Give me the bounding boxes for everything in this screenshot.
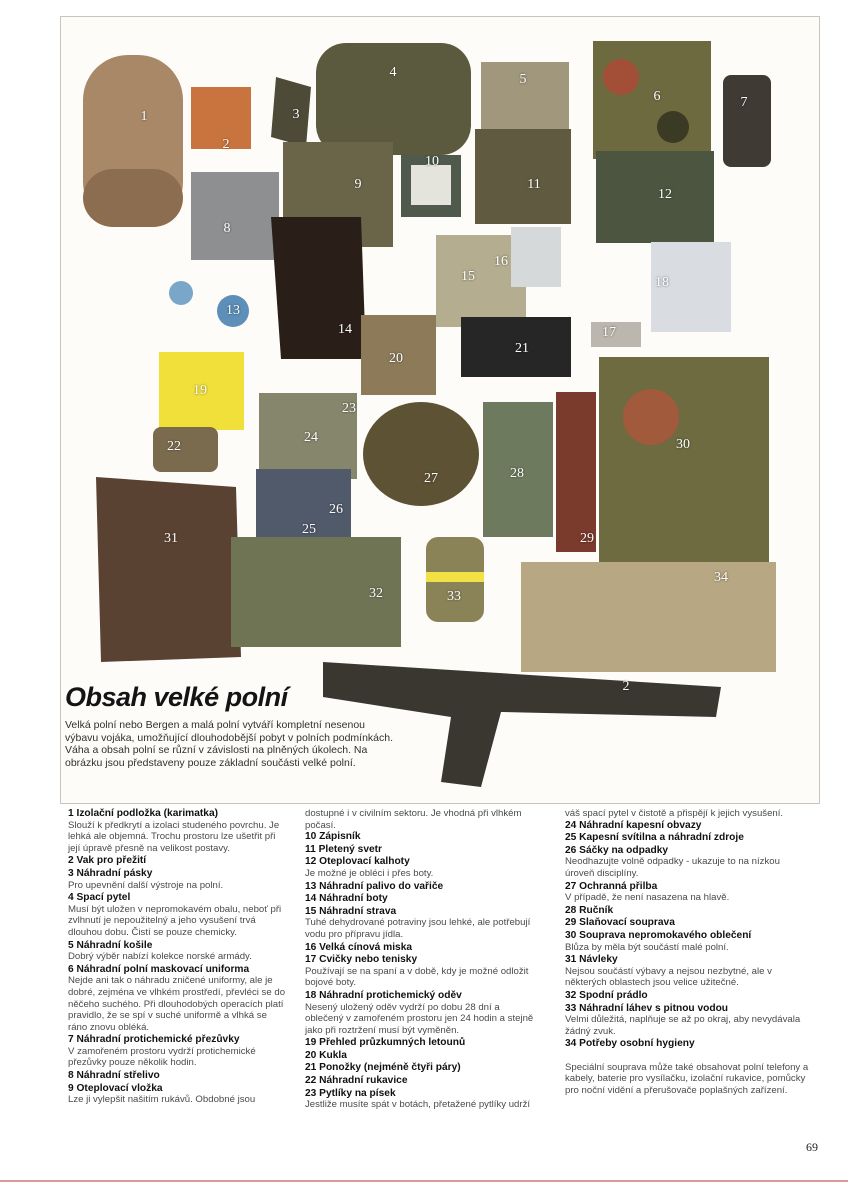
photo-label-17: 17 <box>602 325 616 340</box>
item-trousers <box>596 151 714 243</box>
photo-label-28: 28 <box>510 466 524 481</box>
entry-13 <box>305 881 535 893</box>
entry-15 <box>305 906 535 941</box>
photo-label-2b: 2 <box>622 679 630 694</box>
entry-title: 6 Náhradní polní maskovací uniforma <box>68 963 250 975</box>
entry-desc: Nejde ani tak o náhradu zničené uniformy, ale je dobré, zejména ve vlhkém prostředí, převléci se do něčeho suchého. Při dlouhodobých operacích platí pravidlo, že se spí v suché uniformě a vlhká se ráno znovu obléká. <box>68 975 286 1033</box>
entry-desc: Neodhazujte volně odpadky - ukazuje to na nízkou úroveň disciplíny. <box>565 856 780 879</box>
entry-desc: Velmi důležitá, naplňuje se až po okraj, aby nevydávala žádný zvuk. <box>565 1014 801 1037</box>
item-abseil-kit <box>556 392 596 552</box>
page-number: 69 <box>806 1140 818 1154</box>
photo-label-9: 9 <box>354 177 362 192</box>
entry-title: 33 Náhradní láhev s pitnou vodou <box>565 1002 729 1014</box>
continued-text: váš spací pytel v čistotě a přispějí k jejich vysušení. <box>565 808 784 819</box>
entry-desc: Používají se na spaní a v době, kdy je možné odložit bojové boty. <box>305 965 529 989</box>
entry-desc: Dobrý výběr nabízí kolekce norské armády. <box>68 951 252 963</box>
entry-desc: Tuhé dehydrované potraviny jsou lehké, ale potřebují vodu pro přípravu jídla. <box>305 917 531 940</box>
photo-label-14: 14 <box>338 322 352 337</box>
item-tin-mug <box>511 227 561 287</box>
item-gloves <box>153 427 218 472</box>
photo-label-3: 3 <box>292 107 300 122</box>
entry-6 <box>68 964 288 1034</box>
entry-10 <box>305 831 535 843</box>
photo-label-20: 20 <box>389 351 403 366</box>
photo-label-23: 23 <box>342 401 356 416</box>
entry-8 <box>68 1070 288 1082</box>
entry-title: 25 Kapesní svítilna a náhradní zdroje <box>565 832 744 844</box>
photo-label-34: 34 <box>714 570 728 585</box>
entry-26 <box>565 845 810 880</box>
column-2 <box>305 808 535 1112</box>
photo-label-8: 8 <box>223 221 231 236</box>
entry-title: 8 Náhradní střelivo <box>68 1070 160 1082</box>
item-sleeping-bag <box>316 43 471 155</box>
entry-16 <box>305 942 535 954</box>
entry-title: 10 Zápisník <box>305 831 361 843</box>
entry-title: 18 Náhradní protichemický oděv <box>305 989 462 1001</box>
intro-paragraph: Velká polní nebo Bergen a malá polní vytváří kompletní nesenou výbavu vojáka, umožňující dlouhodobější pobyt v polních podmínkách. Váha a obsah polní se různí v závislosti na plněných úkolech. Na obrázku jsou představeny pouze základní součásti velké polní. <box>65 719 394 769</box>
item-ammo <box>191 172 279 260</box>
special-kit-note: Speciální souprava může také obsahovat polní telefony a kabely, baterie pro vysílačku, izolační rukavice, pomůcky pro noční vidění a přerušovače poplašných zařízení. <box>565 1061 809 1097</box>
photo-label-10: 10 <box>425 154 439 169</box>
entry-23 <box>305 1088 535 1111</box>
entry-title: 11 Pletený svetr <box>305 843 383 855</box>
photo-label-18: 18 <box>655 275 669 290</box>
photo-label-1: 1 <box>140 109 148 124</box>
photo-label-29: 29 <box>580 531 594 546</box>
entry-title: 31 Návleky <box>565 954 618 966</box>
photo-label-2: 2 <box>222 137 230 152</box>
photo-label-21: 21 <box>515 341 529 356</box>
entry-4 <box>68 892 288 938</box>
entry-28 <box>565 905 810 917</box>
entry-11 <box>305 844 535 856</box>
item-survival-bag <box>191 87 251 149</box>
photo-label-13: 13 <box>226 303 240 318</box>
entry-3 <box>68 868 288 891</box>
photo-label-25: 25 <box>302 522 316 537</box>
entry-desc: V případě, že není nasazena na hlavě. <box>565 892 730 904</box>
item-straps <box>271 77 311 147</box>
photo-label-5: 5 <box>519 72 527 87</box>
photo-label-22: 22 <box>167 439 181 454</box>
photo-label-7: 7 <box>740 95 748 110</box>
entry-title: 16 Velká cínová miska <box>305 941 413 953</box>
entry-title: 26 Sáčky na odpadky <box>565 844 669 856</box>
photo-label-19: 19 <box>193 383 207 398</box>
entry-18 <box>305 990 535 1036</box>
bottom-rule <box>0 1180 848 1182</box>
entry-21 <box>305 1062 535 1074</box>
entry-title: 30 Souprava nepromokavého oblečení <box>565 929 752 941</box>
entry-desc: Blůza by měla být součástí malé polní. <box>565 941 729 953</box>
entry-title: 14 Náhradní boty <box>305 893 388 905</box>
entry-7 <box>68 1034 288 1069</box>
entry-2 <box>68 855 288 867</box>
continued-text: dostupné i v civilním sektoru. Je vhodná při vlhkém počasí. <box>305 808 522 831</box>
entry-title: 1 Izolační podložka (karimatka) <box>68 808 219 819</box>
entry-desc: Slouží k předkrytí a izolaci studeného povrchu. Je lehká ale objemná. Trochu prostoru lze ušetřit při její úpravě přesně na velikost postavy. <box>68 819 280 854</box>
entry-title: 22 Náhradní rukavice <box>305 1075 408 1087</box>
item-hygiene-kit <box>521 562 776 672</box>
item-helmet <box>363 402 479 506</box>
entry-desc: Musí být uložen v nepromokavém obalu, neboť při zvlhnutí je nepoužitelný a jeho vysušení trvá dlouhou dobu. Čistí se pouze chemicky. <box>68 903 282 938</box>
entry-22 <box>305 1075 535 1087</box>
item-trainers <box>591 322 641 347</box>
entry-14 <box>305 893 535 905</box>
entry-34 <box>565 1038 810 1050</box>
photo-label-33: 33 <box>447 589 461 604</box>
photo-label-26: 26 <box>329 502 343 517</box>
entry-title: 19 Přehled průzkumných letounů <box>305 1037 466 1049</box>
entry-title: 5 Náhradní košile <box>68 939 153 951</box>
photo-label-4: 4 <box>389 65 397 80</box>
entry-desc: Je možné je obléci i přes boty. <box>305 867 434 879</box>
entry-24 <box>565 820 810 832</box>
item-overboots <box>723 75 771 167</box>
entry-title: 7 Náhradní protichemické přezůvky <box>68 1034 240 1046</box>
entry-title: 28 Ručník <box>565 904 614 916</box>
entry-title: 9 Oteplovací vložka <box>68 1082 163 1094</box>
item-waterproof-set <box>599 357 769 562</box>
photo-label-12: 12 <box>658 187 672 202</box>
entry-title: 2 Vak pro přežití <box>68 855 147 867</box>
item-camo-uniform <box>593 41 711 159</box>
entry-title: 32 Spodní prádlo <box>565 989 648 1001</box>
entry-9 <box>68 1083 288 1106</box>
entry-title: 34 Potřeby osobní hygieny <box>565 1038 695 1050</box>
entry-desc: Jestliže musíte spát v botách, přetažené pytlíky udrží <box>305 1099 531 1111</box>
equipment-photo <box>60 16 820 804</box>
entry-5 <box>68 940 288 963</box>
entry-20 <box>305 1050 535 1062</box>
photo-label-27: 27 <box>424 471 438 486</box>
photo-label-11: 11 <box>527 177 541 192</box>
column-3 <box>565 808 810 1097</box>
entry-title: 29 Slaňovací souprava <box>565 917 675 929</box>
entry-12 <box>305 856 535 879</box>
item-gaiters <box>96 477 241 662</box>
entry-33 <box>565 1003 810 1038</box>
entry-title: 4 Spací pytel <box>68 892 131 904</box>
photo-label-15: 15 <box>461 269 475 284</box>
item-sweater <box>475 129 571 224</box>
photo-label-31: 31 <box>164 531 178 546</box>
entry-title: 13 Náhradní palivo do vařiče <box>305 880 444 892</box>
entry-desc: Nesený uložený oděv vydrží po dobu 28 dní a oblečený v zamořeném prostoru jen 24 hodin a stejně jako při roztržení musí být vyměněn. <box>305 1001 534 1036</box>
entry-title: 24 Náhradní kapesní obvazy <box>565 819 702 831</box>
entry-title: 21 Ponožky (nejméně čtyři páry) <box>305 1062 461 1074</box>
entry-30 <box>565 930 810 953</box>
photo-label-30: 30 <box>676 437 690 452</box>
entry-title: 27 Ochranná přilba <box>565 880 658 892</box>
photo-label-24: 24 <box>304 430 318 445</box>
entry-25 <box>565 832 810 844</box>
entry-19 <box>305 1037 535 1049</box>
page-title: Obsah velké polní <box>65 682 288 712</box>
entry-29 <box>565 917 810 929</box>
entry-title: 17 Cvičky nebo tenisky <box>305 954 418 966</box>
entry-title: 3 Náhradní pásky <box>68 867 153 879</box>
entry-1 <box>68 808 288 854</box>
entry-desc: Nejsou součástí výbavy a nejsou nezbytné, ale v některých oblastech jsou velice užitečné. <box>565 965 772 989</box>
entry-title: 23 Pytlíky na písek <box>305 1087 396 1099</box>
entry-desc: Pro upevnění další výstroje na polní. <box>68 879 224 891</box>
entry-31 <box>565 954 810 989</box>
photo-label-16: 16 <box>494 254 508 269</box>
entry-desc: Lze ji vylepšit našitím rukávů. Obdobné jsou <box>68 1094 256 1106</box>
entry-32 <box>565 990 810 1002</box>
column-1 <box>68 808 288 1107</box>
entry-27 <box>565 881 810 904</box>
entry-title: 20 Kukla <box>305 1049 347 1061</box>
photo-label-32: 32 <box>369 586 383 601</box>
entry-17 <box>305 954 535 989</box>
photo-label-6: 6 <box>653 89 661 104</box>
entry-title: 15 Náhradní strava <box>305 905 397 917</box>
entry-desc: V zamořeném prostoru vydrží protichemické přezůvky pouze několik hodin. <box>68 1045 256 1069</box>
entry-title: 12 Oteplovací kalhoty <box>305 856 410 868</box>
